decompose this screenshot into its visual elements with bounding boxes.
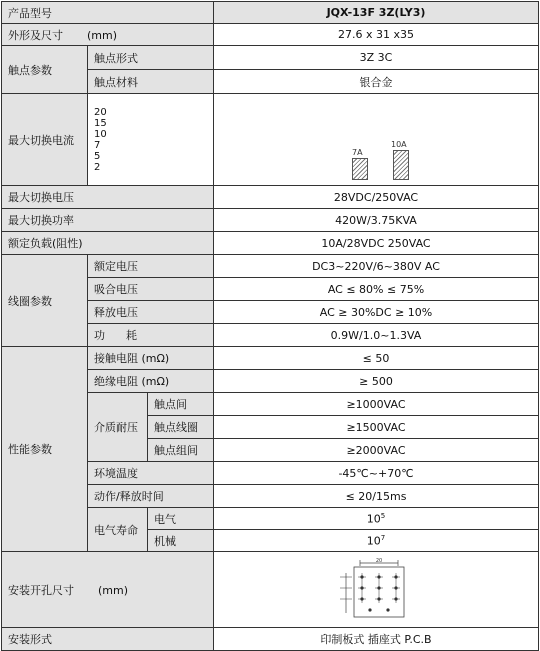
dielectric-label: 介质耐压 bbox=[88, 393, 148, 462]
coil-row-label: 额定电压 bbox=[88, 255, 214, 278]
row-mounting-hole bbox=[2, 552, 539, 628]
model-label: 产品型号 bbox=[2, 2, 214, 24]
rated-load-label: 额定负载(阻性) bbox=[2, 232, 214, 255]
max-power-value: 420W/3.75KVA bbox=[214, 209, 539, 232]
max-power-label: 最大切换功率 bbox=[2, 209, 214, 232]
spec-table bbox=[1, 1, 539, 651]
row-model bbox=[2, 2, 539, 24]
contact-form-label: 触点形式 bbox=[88, 46, 214, 70]
coil-row-value: DC3~220V/6~380V AC bbox=[214, 255, 539, 278]
y-tick: 10 bbox=[94, 128, 107, 140]
max-current-y-ticks bbox=[88, 94, 214, 186]
life-label: 电气寿命 bbox=[88, 508, 148, 552]
row-rated-load bbox=[2, 232, 539, 255]
action-time-value: ≤ 20/15ms bbox=[214, 485, 539, 508]
mounting-value: 印制板式 插座式 P.C.B bbox=[214, 628, 539, 651]
temperature-value: -45℃~+70℃ bbox=[214, 462, 539, 485]
dielectric-row-label: 触点组间 bbox=[148, 439, 214, 462]
mounting-hole-unit: (mm) bbox=[98, 583, 129, 597]
contact-label: 触点参数 bbox=[2, 46, 88, 94]
life-electrical-base: 10 bbox=[366, 512, 381, 526]
row-dimensions bbox=[2, 24, 539, 46]
max-current-label: 最大切换电流 bbox=[2, 94, 88, 186]
max-current-chart-cell bbox=[214, 94, 539, 186]
dielectric-row-value: ≥2000VAC bbox=[214, 439, 539, 462]
row-contact-resistance bbox=[2, 347, 539, 370]
action-time-label: 动作/释放时间 bbox=[88, 485, 214, 508]
coil-row-label: 吸合电压 bbox=[88, 278, 214, 301]
row-max-voltage bbox=[2, 186, 539, 209]
drawing-dim-label: 20 bbox=[375, 557, 383, 564]
insulation-cell bbox=[88, 370, 214, 393]
y-tick: 5 bbox=[94, 150, 101, 162]
coil-label: 线圈参数 bbox=[2, 255, 88, 347]
temperature-label: 环境温度 bbox=[88, 462, 214, 485]
life-mechanical-exp: 7 bbox=[380, 533, 386, 542]
bar-7a bbox=[352, 158, 368, 180]
insulation-unit: (mΩ) bbox=[141, 375, 170, 388]
insulation-value: ≥ 500 bbox=[214, 370, 539, 393]
rated-load-value: 10A/28VDC 250VAC bbox=[214, 232, 539, 255]
row-max-current bbox=[2, 94, 539, 186]
dimensions-label: 外形及尺寸 bbox=[8, 28, 63, 42]
coil-row-value: AC ≤ 80% ≤ 75% bbox=[214, 278, 539, 301]
life-electrical-value bbox=[214, 508, 539, 530]
life-electrical-label: 电气 bbox=[148, 508, 214, 530]
y-tick: 20 bbox=[94, 106, 107, 118]
coil-row-label: 释放电压 bbox=[88, 301, 214, 324]
coil-row-value: AC ≥ 30%DC ≥ 10% bbox=[214, 301, 539, 324]
row-mounting-form bbox=[2, 628, 539, 651]
dielectric-row-label: 触点线圈 bbox=[148, 416, 214, 439]
model-value: JQX-13F 3Z(LY3) bbox=[214, 2, 539, 24]
max-voltage-value: 28VDC/250VAC bbox=[214, 186, 539, 209]
row-coil-rated-voltage bbox=[2, 255, 539, 278]
coil-row-value: 0.9W/1.0~1.3VA bbox=[214, 324, 539, 347]
dimensions-value: 27.6 x 31 x35 bbox=[214, 24, 539, 46]
dielectric-row-value: ≥1500VAC bbox=[214, 416, 539, 439]
life-electrical-exp: 5 bbox=[380, 511, 386, 520]
mounting-hole-drawing-cell bbox=[214, 552, 539, 628]
dimensions-unit: (mm) bbox=[87, 28, 118, 42]
dielectric-row-label: 触点间 bbox=[148, 393, 214, 416]
contact-resistance-value: ≤ 50 bbox=[214, 347, 539, 370]
mounting-hole-cell bbox=[2, 552, 214, 628]
bar-label-7a: 7A bbox=[352, 147, 363, 157]
life-mechanical-value bbox=[214, 530, 539, 552]
contact-material-value: 银合金 bbox=[214, 70, 539, 94]
coil-row-label: 功 耗 bbox=[88, 324, 214, 347]
dimensions-cell bbox=[2, 24, 214, 46]
contact-resistance-label: 接触电阻 bbox=[94, 352, 138, 365]
contact-resistance-cell bbox=[88, 347, 214, 370]
max-voltage-label: 最大切换电压 bbox=[2, 186, 214, 209]
performance-label: 性能参数 bbox=[2, 347, 88, 552]
row-max-power bbox=[2, 209, 539, 232]
contact-resistance-unit: (mΩ) bbox=[141, 352, 170, 365]
max-current-bar-chart bbox=[331, 100, 421, 180]
bar-10a bbox=[393, 150, 409, 180]
life-mechanical-label: 机械 bbox=[148, 530, 214, 552]
row-contact-form bbox=[2, 46, 539, 70]
y-tick: 2 bbox=[94, 161, 101, 173]
life-mechanical-base: 10 bbox=[366, 534, 381, 548]
mounting-hole-label: 安装开孔尺寸 bbox=[8, 583, 74, 597]
y-tick: 15 bbox=[94, 117, 107, 129]
dielectric-row-value: ≥1000VAC bbox=[214, 393, 539, 416]
insulation-label: 绝缘电阻 bbox=[94, 375, 138, 388]
bar-label-10a: 10A bbox=[391, 139, 407, 149]
contact-material-label: 触点材料 bbox=[88, 70, 214, 94]
mounting-hole-drawing bbox=[336, 557, 416, 623]
contact-form-value: 3Z 3C bbox=[214, 46, 539, 70]
mounting-label: 安装形式 bbox=[2, 628, 214, 651]
y-tick: 7 bbox=[94, 139, 101, 151]
